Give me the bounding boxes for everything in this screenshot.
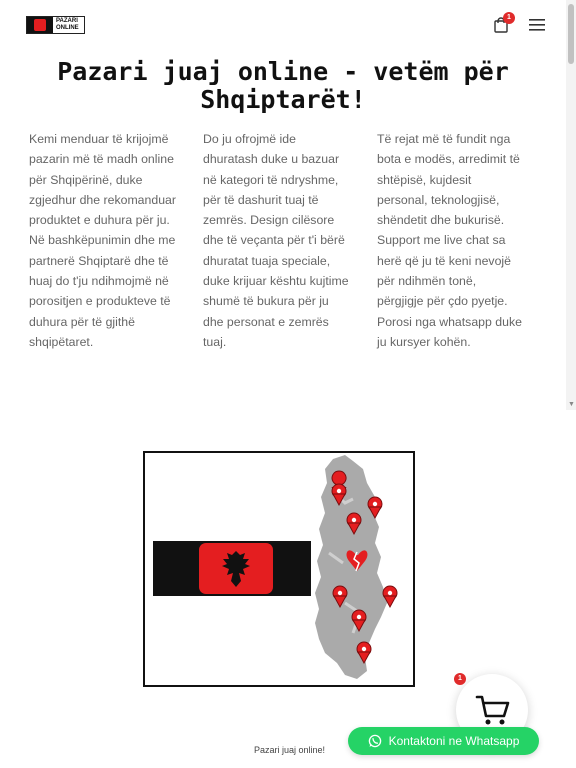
- intro-column-3: Të rejat më të fundit nga bota e modës, arredimit të shtëpisë, kujdesit personal, teknologjisë, shëndetit dhe bukurisë. Support me live chat sa herë që ju të keni nevojë për ndihmën tonë, përgjigje për çdo pyetje. Porosi nga whatsapp duke ju kursyer kohën.: [377, 132, 522, 349]
- albanian-flag-band: [153, 541, 311, 596]
- site-logo[interactable]: [26, 16, 85, 34]
- albania-map-illustration: [143, 451, 415, 687]
- intro-column-2: Do ju ofrojmë ide dhuratash duke u bazuar në kategori të ndryshme, për të dashurit tuaj të zemrës. Design cilësore dhe të veçanta për t'i bërë dhuratat tuaja speciale, duke krijuar kështu kujtime shumë të bukura për ju dhe personat e zemrës tuaj.: [203, 132, 349, 349]
- whatsapp-button-label: Kontaktoni ne Whatsapp: [388, 734, 520, 748]
- logo-flag-icon: [27, 17, 53, 33]
- whatsapp-icon: [368, 734, 382, 748]
- albanian-flag: [199, 543, 273, 594]
- albania-map-shape: [305, 453, 415, 685]
- double-headed-eagle-icon: [199, 543, 273, 594]
- whatsapp-contact-button[interactable]: [348, 727, 539, 755]
- logo-text-line1: PAZARI: [56, 18, 78, 24]
- vertical-scrollbar[interactable]: [566, 0, 576, 410]
- site-header: [0, 0, 576, 52]
- page-title: Pazari juaj online - vetëm për Shqiptarët!: [57, 57, 509, 114]
- scroll-down-arrow-icon[interactable]: ▼: [568, 401, 575, 408]
- hamburger-menu-icon[interactable]: [529, 18, 545, 32]
- footer-tagline: Pazari juaj online!: [254, 745, 326, 755]
- logo-text: [53, 18, 79, 32]
- cart-count-badge: 1: [503, 12, 515, 24]
- scrollbar-thumb[interactable]: [568, 4, 574, 64]
- intro-column-1: Kemi menduar të krijojmë pazarin më të madh online për Shqipërinë, duke zgjedhur dhe rekomanduar produktet e duhura për ju. Në bashkëpunimin dhe me partnerë Shqiptarë dhe të huaj do t'ju ndihmojmë në porositjen e produkteve të duhura për të gjithë shqipëtaret.: [29, 132, 176, 349]
- floating-cart-count-badge: 1: [454, 673, 466, 685]
- logo-text-line2: ONLINE: [56, 25, 79, 31]
